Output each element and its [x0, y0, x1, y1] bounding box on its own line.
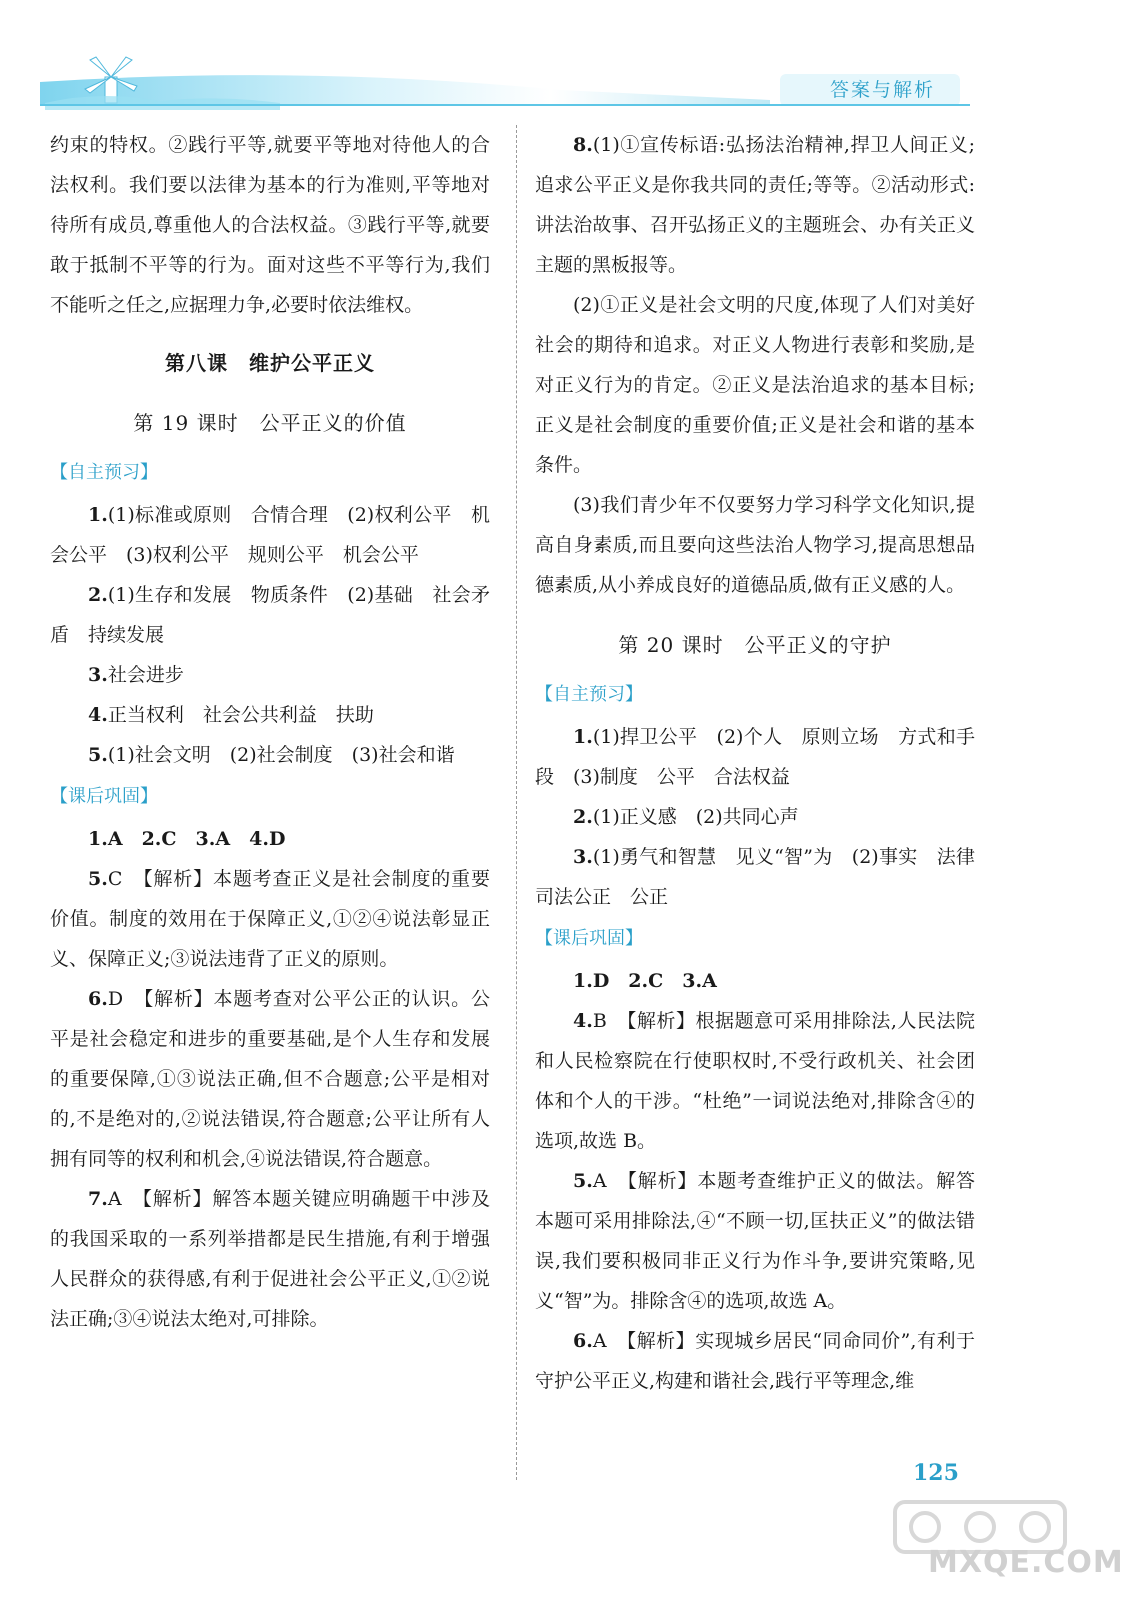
period-title: 第 20 课时 公平正义的守护 — [618, 633, 892, 657]
answers-line: 1.A 2.C 3.A 4.D — [88, 828, 286, 850]
watermark-text: MXQE.COM — [928, 1545, 1124, 1580]
preview-item: 2.(1)生存和发展 物质条件 (2)基础 社会矛盾 持续发展 — [50, 584, 490, 646]
answer-item: 5.C 【解析】本题考查正义是社会制度的重要价值。制度的效用在于保障正义,①②④说法彰显正义、保障正义;③说法违背了正义的原则。 — [50, 868, 490, 970]
answer-item: 5.A 【解析】本题考查维护正义的做法。解答本题可采用排除法,④“不顾一切,匡扶正义”的做法错误,我们要积极同非正义行为作斗争,要讲究策略,见义“智”为。排除含④的选项,故选 A。 — [535, 1170, 975, 1312]
header-rule — [40, 104, 970, 106]
answer-item: 6.A 【解析】实现城乡居民“同命同价”,有利于守护公平正义,构建和谐社会,践行平等理念,维 — [535, 1330, 975, 1392]
preview-item: 3.(1)勇气和智慧 见义“智”为 (2)事实 法律 司法公正 公正 — [535, 846, 995, 908]
right-column — [535, 125, 995, 1401]
preview-item: 5.(1)社会文明 (2)社会制度 (3)社会和谐 — [88, 744, 455, 766]
intro-paragraph: 约束的特权。②践行平等,就要平等地对待他人的合法权利。我们要以法律为基本的行为准则,平等地对待所有成员,尊重他人的合法权益。③践行平等,就要敢于抵制不平等的行为。面对这些不平等行为,我们不能听之任之,应据理力争,必要时依法维权。 — [50, 134, 490, 316]
answer-item: 6.D 【解析】本题考查对公平公正的认识。公平是社会稳定和进步的重要基础,是个人生存和发展的重要保障,①③说法正确,但不合题意;公平是相对的,不是绝对的,②说法错误,符合题意;公平让所有人拥有同等的权利和机会,④说法错误,符合题意。 — [50, 988, 490, 1170]
answer-item: 4.B 【解析】根据题意可采用排除法,人民法院和人民检察院在行使职权时,不受行政机关、社会团体和个人的干涉。“杜绝”一词说法绝对,排除含④的选项,故选 B。 — [535, 1010, 975, 1152]
section-preview-tag: 【自主预习】 — [50, 462, 158, 483]
preview-item: 1.(1)捍卫公平 (2)个人 原则立场 方式和手段 (3)制度 公平 合法权益 — [535, 726, 975, 788]
preview-item: 1.(1)标准或原则 合情合理 (2)权利公平 机会公平 (3)权利公平 规则公平 机会公平 — [50, 504, 490, 566]
header-title: 答案与解析 — [829, 79, 935, 101]
answer-subitem: (3)我们青少年不仅要努力学习科学文化知识,提高自身素质,而且要向这些法治人物学习,提高思想品德素质,从小养成良好的道德品质,做有正义感的人。 — [535, 494, 975, 596]
answer-item: 8.(1)①宣传标语:弘扬法治精神,捍卫人间正义;追求公平正义是你我共同的责任;等等。②活动形式:讲法治故事、召开弘扬正义的主题班会、办有关正义主题的黑板报等。 — [535, 134, 975, 276]
section-preview-tag: 【自主预习】 — [535, 684, 643, 705]
period-title: 第 19 课时 公平正义的价值 — [133, 411, 407, 435]
windmill-logo — [40, 55, 340, 110]
answer-subitem: (2)①正义是社会文明的尺度,体现了人们对美好社会的期待和追求。对正义人物进行表彰和奖励,是对正义行为的肯定。②正义是法治追求的基本目标;正义是社会制度的重要价值;正义是社会和谐的基本条件。 — [535, 294, 975, 476]
answer-item: 7.A 【解析】解答本题关键应明确题干中涉及的我国采取的一系列举措都是民生措施,有利于增强人民群众的获得感,有利于促进社会公平正义,①②说法正确;③④说法太绝对,可排除。 — [50, 1188, 490, 1330]
lesson-title: 第八课 维护公平正义 — [165, 351, 375, 375]
left-column — [50, 125, 490, 1339]
preview-item: 4.正当权利 社会公共利益 扶助 — [88, 704, 374, 726]
page-number: 125 — [913, 1460, 959, 1486]
section-review-tag: 【课后巩固】 — [50, 786, 158, 807]
section-review-tag: 【课后巩固】 — [535, 928, 643, 949]
preview-item: 2.(1)正义感 (2)共同心声 — [573, 806, 799, 828]
answers-line: 1.D 2.C 3.A — [573, 970, 717, 992]
preview-item: 3.社会进步 — [88, 664, 184, 686]
column-divider — [516, 125, 517, 1480]
